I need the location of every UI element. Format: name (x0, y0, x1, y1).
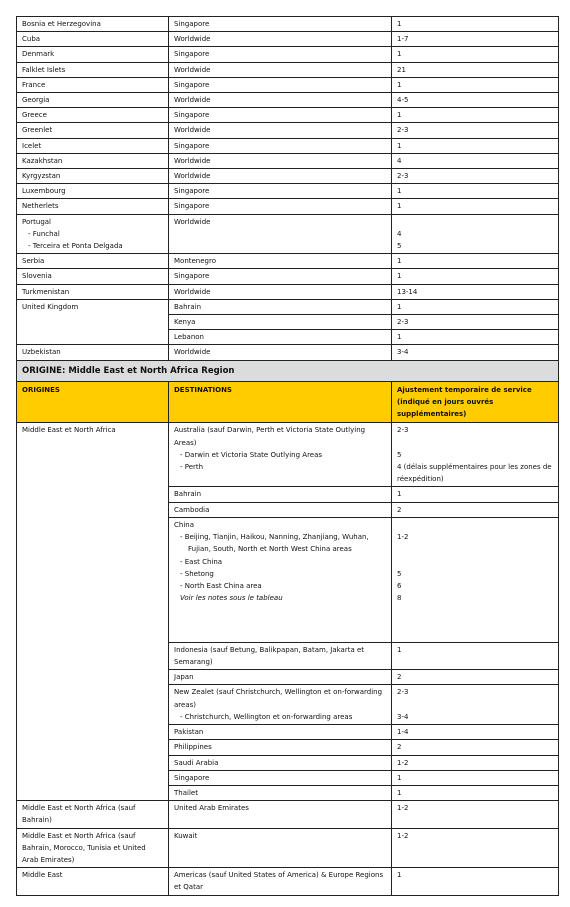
origin-cell (17, 62, 169, 77)
destination-cell (169, 642, 392, 669)
cell-line: Greece (22, 111, 47, 120)
cell-line: 2 (397, 673, 402, 682)
origin-cell (17, 47, 169, 62)
table-row (17, 214, 559, 254)
origin-cell (17, 17, 169, 32)
cell-line: Singapore (174, 202, 210, 211)
destination-cell (169, 123, 392, 138)
table-row (17, 77, 559, 92)
table-row (17, 184, 559, 199)
destination-cell (169, 770, 392, 785)
cell-line: 2 (397, 743, 402, 752)
adjustment-cell (392, 169, 559, 184)
table-body-uk (17, 299, 559, 423)
origin-cell (17, 32, 169, 47)
cell-line: 1 (397, 111, 402, 120)
cell-line: Slovenia (22, 272, 52, 281)
cell-line: 1 (397, 141, 402, 150)
cell-line: Montenegro (174, 257, 217, 266)
cell-line: Singapore (174, 20, 210, 28)
cell-line: 13-14 (397, 287, 418, 296)
table-row (17, 254, 559, 269)
destination-cell (169, 725, 392, 740)
cell-line: Worldwide (174, 35, 211, 44)
cell-line: Philippines (174, 743, 212, 752)
column-header-destinations: DESTINATIONS (169, 381, 392, 423)
adjustment-cell (392, 184, 559, 199)
destination-cell: Americas (sauf United States of America) & Europe Regions et Qatar (169, 868, 392, 895)
cell-line: Icelet (22, 141, 42, 150)
cell-line: 1 (397, 50, 402, 59)
cell-line: Cuba (22, 35, 41, 44)
destination-cell (169, 740, 392, 755)
cell-line: 4 (397, 229, 402, 238)
blank-line (174, 604, 386, 616)
table-body-mena-other (17, 801, 559, 895)
origin-cell: Uzbekistan (17, 345, 169, 360)
adjustment-cell: 1 (392, 868, 559, 895)
cell-line: Singapore (174, 272, 210, 281)
adjustment-cell (392, 755, 559, 770)
destination-cell (169, 269, 392, 284)
cell-line: Pakistan (174, 728, 204, 737)
table-row (17, 801, 559, 828)
cell-line: Japan (174, 673, 194, 682)
cell-line: 8 (397, 594, 402, 603)
adjustment-cell (392, 269, 559, 284)
cell-line: Serbia (22, 257, 45, 266)
adjustment-cell: 1-2 (392, 801, 559, 828)
adjustment-cell (392, 517, 559, 642)
cell-line: 1-7 (397, 35, 409, 44)
cell-line: Greenlet (22, 126, 53, 135)
cell-line (397, 519, 553, 531)
origin-cell: Middle East et North Africa (sauf Bahrain) (17, 801, 169, 828)
column-header-adjustment: Ajustement temporaire de service (indiqué en jours ouvrés supplémentaires) (392, 381, 559, 423)
cell-line: Bosnia et Herzegovina (22, 20, 101, 28)
adjustment-cell (392, 770, 559, 785)
table-row (17, 269, 559, 284)
destination-cell (169, 685, 392, 725)
adjustment-cell (392, 785, 559, 800)
cell-line: 1-2 (397, 533, 409, 542)
adjustment-cell (392, 153, 559, 168)
cell-line: Singapore (174, 187, 210, 196)
cell-line: - Shetong (180, 569, 214, 578)
cell-line: Worldwide (174, 96, 211, 105)
cell-line: Denmark (22, 50, 55, 59)
cell-line (397, 699, 553, 711)
origin-cell (17, 153, 169, 168)
cell-line: 1 (397, 20, 402, 28)
cell-line: Singapore (174, 80, 210, 89)
table-row (17, 828, 559, 868)
destination-cell (169, 785, 392, 800)
table-row (17, 169, 559, 184)
blank-line (174, 617, 386, 629)
cell-line: 2-3 (397, 126, 409, 135)
destination-cell (169, 487, 392, 502)
cell-line: 2-3 (397, 688, 409, 697)
table-row (17, 345, 559, 360)
adjustment-cell (392, 47, 559, 62)
cell-line: - North East China area (180, 581, 262, 590)
adjustment-cell (392, 502, 559, 517)
cell-line: 1-2 (397, 758, 409, 767)
table-row (17, 32, 559, 47)
table-row (17, 62, 559, 77)
rate-table-page (16, 16, 558, 896)
adjustment-cell (392, 740, 559, 755)
cell-line: Thailet (174, 788, 198, 797)
destination-cell (169, 77, 392, 92)
table-row (17, 199, 559, 214)
table-row (17, 868, 559, 895)
cell-line (397, 543, 553, 555)
destination-cell: Lebanon (169, 330, 392, 345)
adjustment-cell (392, 62, 559, 77)
cell-line: Worldwide (174, 126, 211, 135)
cell-line: Worldwide (174, 287, 211, 296)
table-row (17, 284, 559, 299)
service-adjustment-table (16, 16, 559, 896)
table-body-europe (17, 17, 559, 300)
table-body-mena (17, 423, 559, 801)
adjustment-cell: 1-2 (392, 828, 559, 868)
cell-line: New Zealet (sauf Christchurch, Wellington et on-forwarding areas) (174, 688, 383, 709)
cell-line: - East China (180, 557, 223, 566)
adjustment-cell: 2-3 (392, 315, 559, 330)
region-header: ORIGINE: Middle East et North Africa Region (17, 360, 559, 381)
cell-line: - Terceira et Ponta Delgada (28, 242, 123, 251)
destination-cell (169, 169, 392, 184)
origin-cell (17, 214, 169, 254)
destination-cell: Worldwide (169, 345, 392, 360)
adjustment-cell: 3-4 (392, 345, 559, 360)
destination-cell (169, 32, 392, 47)
cell-line: 1 (397, 257, 402, 266)
cell-line: 1 (397, 272, 402, 281)
adjustment-cell (392, 284, 559, 299)
cell-line: Falklet Islets (22, 65, 66, 74)
cell-line: 4 (délais supplémentaires pour les zones de réexpédition) (397, 463, 552, 484)
cell-line: Luxembourg (22, 187, 66, 196)
destination-cell (169, 62, 392, 77)
cell-line: 5 (397, 569, 402, 578)
adjustment-cell (392, 423, 559, 487)
origin-cell (17, 254, 169, 269)
cell-line: 1 (397, 202, 402, 211)
cell-line: - Perth (180, 463, 204, 472)
origin-cell (17, 184, 169, 199)
column-header-row (17, 381, 559, 423)
cell-line: Netherlets (22, 202, 59, 211)
destination-cell (169, 17, 392, 32)
cell-line: Kyrgyzstan (22, 172, 61, 181)
adjustment-cell (392, 32, 559, 47)
cell-line: 1-4 (397, 728, 409, 737)
cell-line: 4 (397, 156, 402, 165)
cell-line: 3-4 (397, 712, 409, 721)
table-row (17, 17, 559, 32)
origin-cell (17, 123, 169, 138)
cell-line: 2-3 (397, 426, 409, 435)
destination-cell: Bahrain (169, 299, 392, 314)
table-row (17, 93, 559, 108)
cell-line: Australia (sauf Darwin, Perth et Victoria State Outlying Areas) (174, 426, 366, 447)
adjustment-cell (392, 123, 559, 138)
origin-cell (17, 138, 169, 153)
origin-cell (17, 108, 169, 123)
destination-cell: United Arab Emirates (169, 801, 392, 828)
blank-line (174, 629, 386, 641)
cell-line: 1 (397, 187, 402, 196)
table-row (17, 47, 559, 62)
adjustment-cell (392, 108, 559, 123)
destination-cell (169, 517, 392, 642)
cell-line: Singapore (174, 111, 210, 120)
cell-line: - Darwin et Victoria State Outlying Areas (180, 450, 323, 459)
cell-line: Worldwide (174, 172, 211, 181)
cell-line: 2 (397, 505, 402, 514)
adjustment-cell (392, 199, 559, 214)
cell-line: Worldwide (174, 65, 211, 74)
destination-cell (169, 199, 392, 214)
adjustment-cell (392, 670, 559, 685)
cell-line: 1 (397, 490, 402, 499)
region-header-row (17, 360, 559, 381)
destination-cell (169, 214, 392, 254)
cell-line: 2-3 (397, 172, 409, 181)
destination-cell (169, 670, 392, 685)
adjustment-cell (392, 214, 559, 254)
column-header-origins: ORIGINES (17, 381, 169, 423)
cell-line: 6 (397, 581, 402, 590)
table-row (17, 153, 559, 168)
destination-cell (169, 138, 392, 153)
cell-line: 1 (397, 80, 402, 89)
adjustment-cell (392, 487, 559, 502)
cell-line: Portugal (22, 217, 51, 226)
origin-cell: Middle East (17, 868, 169, 895)
table-row (17, 108, 559, 123)
origin-cell (17, 93, 169, 108)
cell-line: - Christchurch, Wellington et on-forwarding areas (180, 712, 353, 721)
table-row (17, 423, 559, 487)
adjustment-cell (392, 17, 559, 32)
cell-line (397, 437, 553, 449)
destination-cell: Kuwait (169, 828, 392, 868)
cell-line: Indonesia (sauf Betung, Balikpapan, Batam, Jakarta et Semarang) (174, 645, 365, 667)
cell-line: Saudi Arabia (174, 758, 219, 767)
table-row (17, 123, 559, 138)
adjustment-cell (392, 725, 559, 740)
cell-line: 21 (397, 65, 406, 74)
destination-cell (169, 502, 392, 517)
origin-cell: Middle East et North Africa (17, 423, 169, 801)
table-row (17, 299, 559, 314)
cell-line: China (174, 520, 194, 529)
cell-line: 1 (397, 788, 402, 797)
adjustment-cell: 1 (392, 330, 559, 345)
destination-cell (169, 423, 392, 487)
adjustment-cell (392, 254, 559, 269)
cell-line: - Beijing, Tianjin, Haikou, Nanning, Zhanjiang, Wuhan, (180, 533, 369, 542)
origin-cell (17, 169, 169, 184)
destination-cell (169, 284, 392, 299)
cell-line: Singapore (174, 50, 210, 59)
cell-line: Fujian, South, North et North West China areas (188, 545, 352, 554)
cell-line: Georgia (22, 96, 50, 105)
destination-cell (169, 153, 392, 168)
destination-cell (169, 47, 392, 62)
cell-line (397, 216, 553, 228)
cell-line: Kazakhstan (22, 156, 63, 165)
origin-cell (17, 199, 169, 214)
cell-line: Worldwide (174, 217, 211, 226)
adjustment-cell (392, 642, 559, 669)
destination-cell (169, 184, 392, 199)
origin-cell: Middle East et North Africa (sauf Bahrain, Morocco, Tunisia et United Arab Emirates) (17, 828, 169, 868)
cell-line: 4-5 (397, 96, 409, 105)
destination-cell (169, 108, 392, 123)
cell-line: Bahrain (174, 490, 202, 499)
destination-cell (169, 254, 392, 269)
destination-cell: Kenya (169, 315, 392, 330)
cell-line: 5 (397, 450, 402, 459)
cell-line: Worldwide (174, 156, 211, 165)
cell-line: 1 (397, 773, 402, 782)
adjustment-cell: 1 (392, 299, 559, 314)
cell-line: Cambodia (174, 505, 210, 514)
cell-line: Singapore (174, 141, 210, 150)
cell-line: - Funchal (28, 229, 60, 238)
cell-line: 5 (397, 242, 402, 251)
cell-line (397, 555, 553, 567)
adjustment-cell (392, 138, 559, 153)
adjustment-cell (392, 685, 559, 725)
origin-cell (17, 269, 169, 284)
cell-line: 1 (397, 645, 402, 654)
cell-line: France (22, 80, 46, 89)
origin-cell (17, 77, 169, 92)
adjustment-cell (392, 77, 559, 92)
cell-line: Voir les notes sous le tableau (180, 594, 283, 603)
origin-cell: United Kingdom (17, 299, 169, 345)
destination-cell (169, 755, 392, 770)
adjustment-cell (392, 93, 559, 108)
table-row (17, 138, 559, 153)
cell-line: Turkmenistan (22, 287, 70, 296)
origin-cell (17, 284, 169, 299)
cell-line: Singapore (174, 773, 210, 782)
destination-cell (169, 93, 392, 108)
